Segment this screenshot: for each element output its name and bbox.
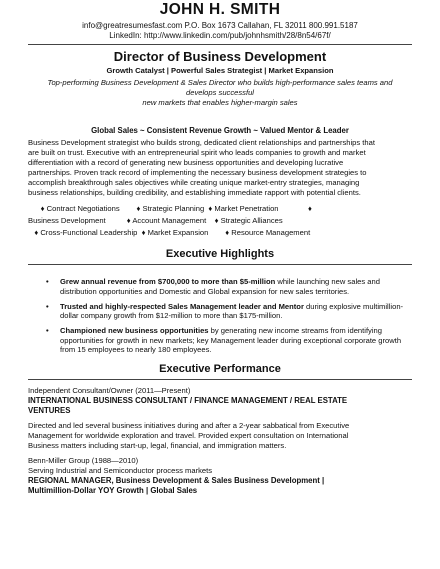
highlight-item	[46, 301, 416, 321]
bullet-icon: •	[46, 326, 49, 335]
highlight-bold: Grew annual revenue from $700,000 to more than $5-million	[60, 277, 276, 286]
highlights-divider	[28, 264, 412, 265]
skills-row-2: Business Development ♦ Account Management ♦ Strategic Alliances	[28, 216, 283, 225]
job1-desc-line2: Management for worldwide exploration and travel. Provided expert consultation on International	[28, 431, 349, 440]
skills-row-3: ♦ Cross-Functional Leadership ♦ Market Expansion ♦ Resource Management	[28, 228, 311, 237]
performance-divider	[28, 379, 412, 380]
job2-meta-line1: Benn-Miller Group (1988—2010)	[28, 456, 139, 465]
value-subhead: Global Sales ~ Consistent Revenue Growth ~ Valued Mentor & Leader	[91, 126, 349, 135]
header-divider	[28, 44, 412, 45]
summary-line4: partnerships. Proven track record of implementing the necessary business development strategies to	[28, 168, 367, 177]
job1-meta: Independent Consultant/Owner (2011—Present)	[28, 386, 191, 395]
job1-title-line2: VENTURES	[28, 406, 71, 415]
bullet-icon: •	[46, 277, 49, 286]
highlight-item	[46, 326, 416, 355]
highlights-heading: Executive Highlights	[165, 248, 275, 260]
performance-heading: Executive Performance	[159, 363, 281, 375]
job1-title-line1: INTERNATIONAL BUSINESS CONSULTANT / FINANCE MANAGEMENT / REAL ESTATE	[28, 396, 348, 405]
summary-italic-line2: develops successful	[186, 88, 254, 97]
summary-line6: business relationships, building credibility, and establishing immediate rapport with potential clients.	[28, 188, 361, 197]
tagline: Growth Catalyst | Powerful Sales Strategist | Market Expansion	[106, 66, 334, 75]
summary-line1: Business Development strategist who builds strong, dedicated client relationships and partnerships that	[28, 138, 375, 147]
summary-line3: differentiation with a record of generating new business opportunities and developing lucrative	[28, 158, 344, 167]
highlight-bold: Trusted and highly-respected Sales Management leader and Mentor	[60, 301, 304, 311]
highlight-text: during explosive multimillion-dollar company growth from $12-million to more than $175-million.	[60, 301, 404, 320]
linkedin-url[interactable]: LinkedIn: http://www.linkedin.com/pub/johnhsmith/28/8n54/67f/	[109, 31, 331, 40]
summary-line2: are built on trust. Executive with an entrepreneurial spirit who leads companies to growth and market	[28, 148, 366, 157]
job2-title-line2: Multimillion-Dollar YOY Growth | Global Sales	[28, 486, 198, 495]
job2-meta-line2: Serving Industrial and Semiconductor process markets	[28, 466, 213, 475]
candidate-name: JOHN H. SMITH	[159, 1, 281, 18]
summary-line5: accomplish breakthrough sales objectives while creating unique market-entry strategies, managing	[28, 178, 360, 187]
summary-italic-line1: Top-performing Business Development & Sales Director who builds high-performance sales teams and	[47, 78, 393, 87]
skills-row-1: ♦ Contract Negotiations ♦ Strategic Planning ♦ Market Penetration ♦	[28, 204, 312, 213]
job-title: Director of Business Development	[113, 49, 327, 64]
highlight-bold: Championed new business opportunities	[60, 326, 209, 335]
job1-desc-line3: Business matters including start-up, legal, financial, and immigration matters.	[28, 441, 287, 450]
highlight-text: by generating new income streams from identifying opportunities for growth in new markets; key Management leader during exceptional corporate growth from 15 employees to nearly 180 employees.	[60, 326, 402, 354]
job1-desc-line1: Directed and led several business initiatives during and after a 2-year sabbatical from Executive	[28, 421, 350, 430]
bullet-icon: •	[46, 301, 49, 311]
highlights-list	[46, 277, 416, 360]
highlight-text: while launching new sales and distribution opportunities and Domestic and Global expansion for new sales territories.	[60, 277, 380, 296]
job2-title-line1: REGIONAL MANAGER, Business Development & Sales Business Development |	[28, 476, 325, 485]
summary-italic-line3: new markets that enables higher-margin sales	[142, 98, 298, 107]
highlight-item	[46, 277, 416, 296]
contact-info: info@greatresumesfast.com P.O. Box 1673 Callahan, FL 32011 800.991.5187	[82, 21, 358, 30]
